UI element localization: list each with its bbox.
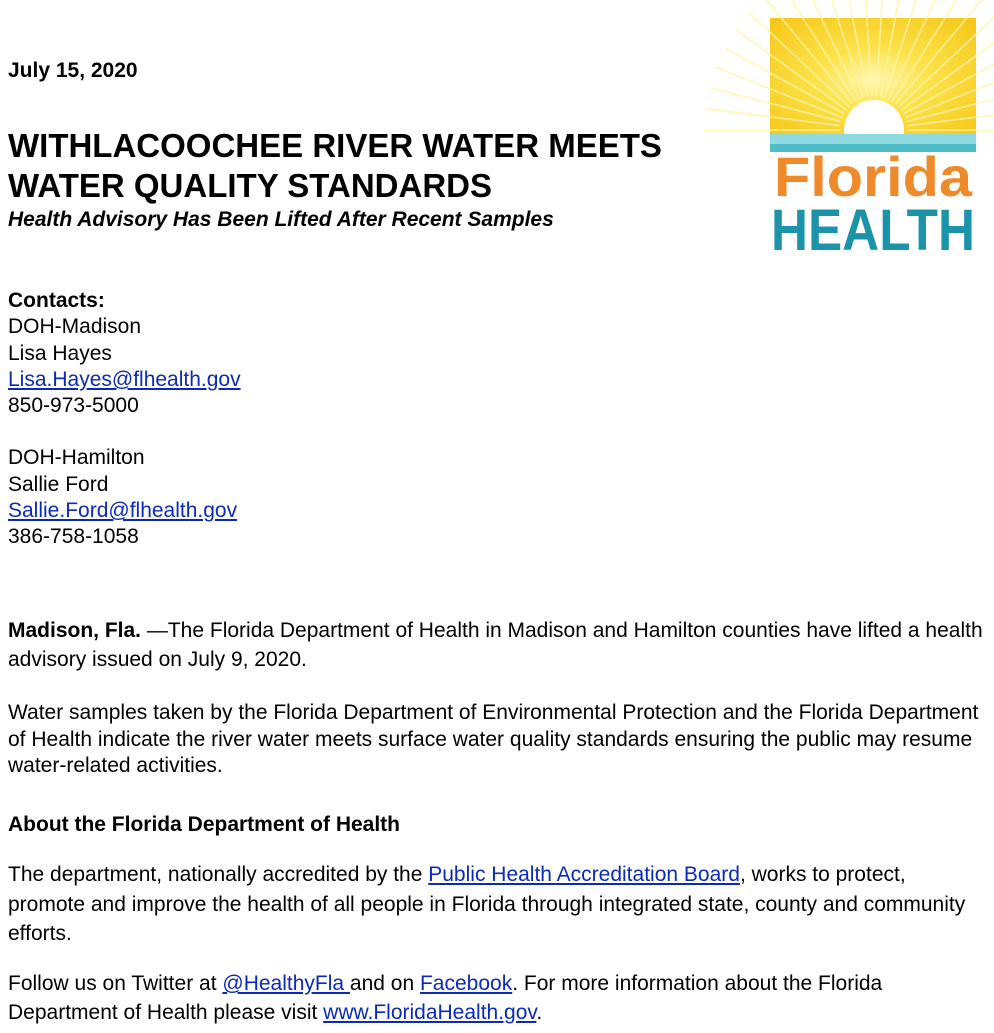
logo-word-florida: Florida xyxy=(774,145,973,208)
contact-office: DOH-Madison xyxy=(8,315,142,339)
contact-hamilton xyxy=(8,445,241,550)
logo-word-health: HEALTH xyxy=(771,198,975,263)
samples-paragraph: Water samples taken by the Florida Department of Environmental Protection and the Florida Department of Health indicate the river water meets surface water quality standards ensuring the public may resume water-related activities. xyxy=(8,701,979,777)
contact-madison xyxy=(8,314,241,419)
follow-text-end: . xyxy=(536,1000,543,1024)
headline-line-2: WATER QUALITY STANDARDS xyxy=(8,167,492,204)
intro-text: —The Florida Department of Health in Madison and Hamilton counties have lifted a health advisory issued on July 9, 2020. xyxy=(8,619,983,671)
follow-text-start: Follow us on Twitter at xyxy=(8,972,223,995)
facebook-link[interactable]: Facebook xyxy=(419,972,513,995)
florida-health-logo xyxy=(770,18,976,263)
contact-phone: 386-758-1058 xyxy=(8,525,139,549)
contact-spacer xyxy=(8,419,241,445)
intro-paragraph xyxy=(8,616,983,674)
about-heading: About the Florida Department of Health xyxy=(8,813,401,836)
contact-name: Sallie Ford xyxy=(8,472,109,496)
contact-phone: 850-973-5000 xyxy=(8,394,139,418)
contact-office: DOH-Hamilton xyxy=(8,446,145,470)
about-paragraph xyxy=(8,860,983,949)
twitter-link[interactable]: @HealthyFla xyxy=(222,972,350,995)
website-link[interactable]: www.FloridaHealth.gov xyxy=(323,1000,537,1024)
contact-email-link[interactable]: Lisa.Hayes@flhealth.gov xyxy=(8,367,241,391)
follow-text-more: . For more information about the Florida Department of Health please visit xyxy=(8,972,883,1024)
follow-text-mid: and on xyxy=(349,972,420,995)
headline xyxy=(8,126,748,206)
accreditation-board-link[interactable]: Public Health Accreditation Board xyxy=(428,863,740,886)
about-text-end: , works to protect, promote and improve the health of all people in Florida through integrated state, county and community efforts. xyxy=(8,863,966,945)
subheadline: Health Advisory Has Been Lifted After Recent Samples xyxy=(8,208,554,231)
release-date: July 15, 2020 xyxy=(8,59,138,82)
dateline: Madison, Fla. xyxy=(8,619,142,642)
follow-paragraph xyxy=(8,970,983,1027)
about-text-start: The department, nationally accredited by the xyxy=(8,863,429,886)
headline-line-1: WITHLACOOCHEE RIVER WATER MEETS xyxy=(8,127,662,164)
contact-email-link[interactable]: Sallie.Ford@flhealth.gov xyxy=(8,499,238,523)
contacts-label: Contacts: xyxy=(8,289,105,312)
contacts-section xyxy=(8,288,241,551)
contact-name: Lisa Hayes xyxy=(8,341,112,365)
